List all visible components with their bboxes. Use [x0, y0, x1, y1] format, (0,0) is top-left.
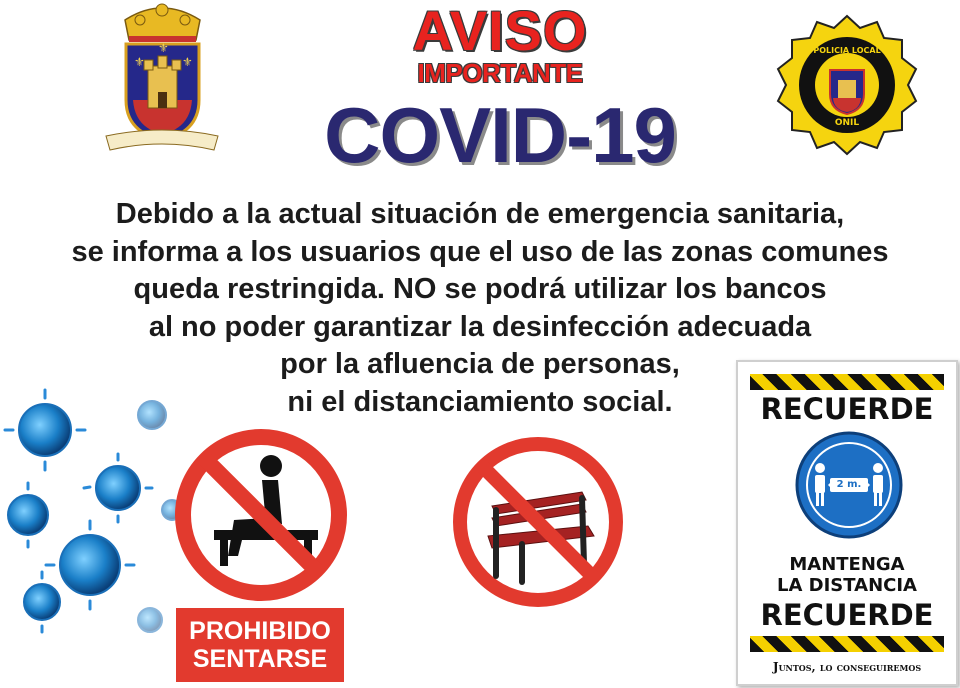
prohibido-sentarse-label [176, 608, 344, 682]
prohibido-line1: PROHIBIDO [189, 617, 331, 645]
message-line: ni el distanciamiento social. [287, 385, 673, 418]
hazard-stripe-bottom [750, 636, 944, 652]
police-badge-top-text: POLICIA LOCAL [813, 46, 881, 55]
recuerde-sign [736, 360, 958, 686]
distance-label: 2 m. [836, 479, 862, 490]
juntos-footer: Juntos, lo conseguiremos [772, 660, 922, 674]
svg-text:⚜: ⚜ [158, 41, 169, 55]
message-line: queda restringida. NO se podrá utilizar los bancos [133, 273, 827, 305]
message-line: por la afluencia de personas, [280, 348, 680, 380]
coat-of-arms-icon [100, 0, 225, 160]
message-line: al no poder garantizar la desinfección adecuada [148, 310, 812, 343]
message-line: se informa a los usuarios que el uso de las zonas comunes [71, 235, 889, 268]
prohibido-line2: SENTARSE [192, 645, 328, 673]
recuerde-title-bottom: RECUERDE [760, 598, 934, 632]
recuerde-title-top: RECUERDE [760, 392, 934, 426]
police-badge-icon [776, 14, 918, 156]
svg-text:⚜: ⚜ [182, 55, 193, 69]
la-distancia-line: LA DISTANCIA [777, 575, 917, 596]
covid-heading: COVID-19 [324, 91, 676, 179]
virus-illustration-icon [0, 380, 200, 680]
police-badge [776, 14, 918, 156]
mantenga-line: MANTENGA [789, 554, 905, 575]
no-sitting-sign-icon [174, 428, 348, 602]
message-line: Debido a la actual situación de emergencia sanitaria, [115, 198, 845, 230]
hazard-stripe-top [750, 374, 944, 390]
svg-text:⚜: ⚜ [134, 55, 145, 69]
police-badge-bottom-text: ONIL [834, 118, 860, 128]
no-bench-sign-icon [452, 436, 624, 608]
importante-subheading: IMPORTANTE [417, 58, 583, 88]
aviso-heading: AVISO [412, 0, 588, 62]
